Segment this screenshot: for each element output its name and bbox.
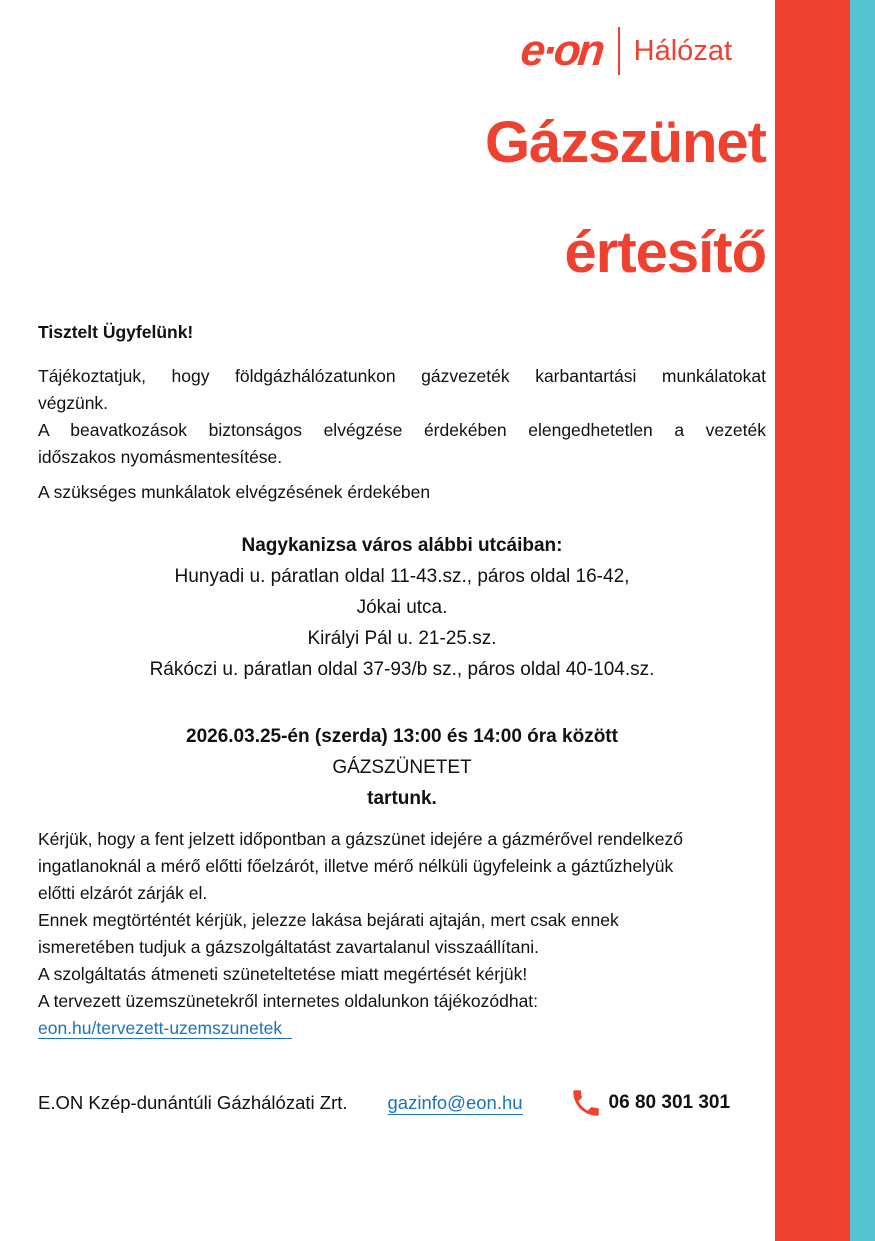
title-line-1: Gázszünet [484,110,766,175]
street-line: Hunyadi u. páratlan oldal 11-43.sz., páros oldal 16-42, [174,566,630,587]
outage-datetime: 2026.03.25-én (szerda) 13:00 és 14:00 óra között [186,726,618,747]
right-teal-bar [850,0,875,1241]
instr-p1-line1: Kérjük, hogy a fent jelzett időpontban a gázszünet idejére a gázmérővel rendelkező [38,829,683,849]
document-title [38,88,766,308]
logo-divider [618,27,620,75]
company-name: E.ON Kzép-dunántúli Gázhálózati Zrt. [38,1092,348,1113]
intro-paragraphs [38,363,766,506]
outage-event: GÁZSZÜNETET [332,757,472,778]
eon-logo: e·on [518,26,605,75]
affected-streets [38,530,766,685]
street-line: Jókai utca. [356,597,448,618]
streets-heading: Nagykanizsa város alábbi utcáiban: [241,535,563,556]
intro-p2-line2: időszakos nyomásmentesítése. [38,447,283,467]
instr-p2-line2: ismeretében tudjuk a gázszolgáltatást zavartalanul visszaállítani. [38,937,539,957]
content-area [38,22,766,1042]
street-line: Rákóczi u. páratlan oldal 37-93/b sz., páros oldal 40-104.sz. [149,659,655,680]
outage-link-line [38,1015,766,1042]
title-line-2: értesítő [564,220,766,285]
outage-verb: tartunk. [367,788,437,809]
right-red-bar [775,0,850,1241]
brand-header [38,22,766,80]
instr-p4: A tervezett üzemszünetekről internetes oldalunkon tájékozódhat: [38,991,539,1011]
intro-p3: A szükséges munkálatok elvégzésének érdekében [38,482,431,502]
intro-p2-line1: A beavatkozások biztonságos elvégzése érdekében elengedhetetlen a vezeték [38,420,766,440]
intro-p1-line1: Tájékoztatjuk, hogy földgázhálózatunkon gázvezeték karbantartási munkálatokat [38,366,766,386]
greeting: Tisztelt Ügyfelünk! [38,322,194,342]
planned-outages-link[interactable]: eon.hu/tervezett-uzemszunetek [38,1018,292,1039]
email-link[interactable]: gazinfo@eon.hu [387,1091,523,1113]
phone-number: 06 80 301 301 [608,1092,731,1113]
instr-p1-line2: ingatlanoknál a mérő előtti főelzárót, illetve mérő nélküli ügyfeleink a gáztűzhelyük [38,856,674,876]
instructions [38,826,766,1042]
instr-p3: A szolgáltatás átmeneti szüneteltetése miatt megértését kérjük! [38,964,528,984]
phone-icon [569,1086,603,1120]
footer [38,1086,766,1120]
brand-division-label: Hálózat [633,34,732,67]
instr-p2-line1: Ennek megtörténtét kérjük, jelezze lakása bejárati ajtaján, mert csak ennek [38,910,619,930]
street-line: Királyi Pál u. 21-25.sz. [307,628,497,649]
instr-p1-line3: előtti elzárót zárják el. [38,883,208,903]
intro-p1-line2: végzünk. [38,393,109,413]
outage-schedule [38,721,766,814]
